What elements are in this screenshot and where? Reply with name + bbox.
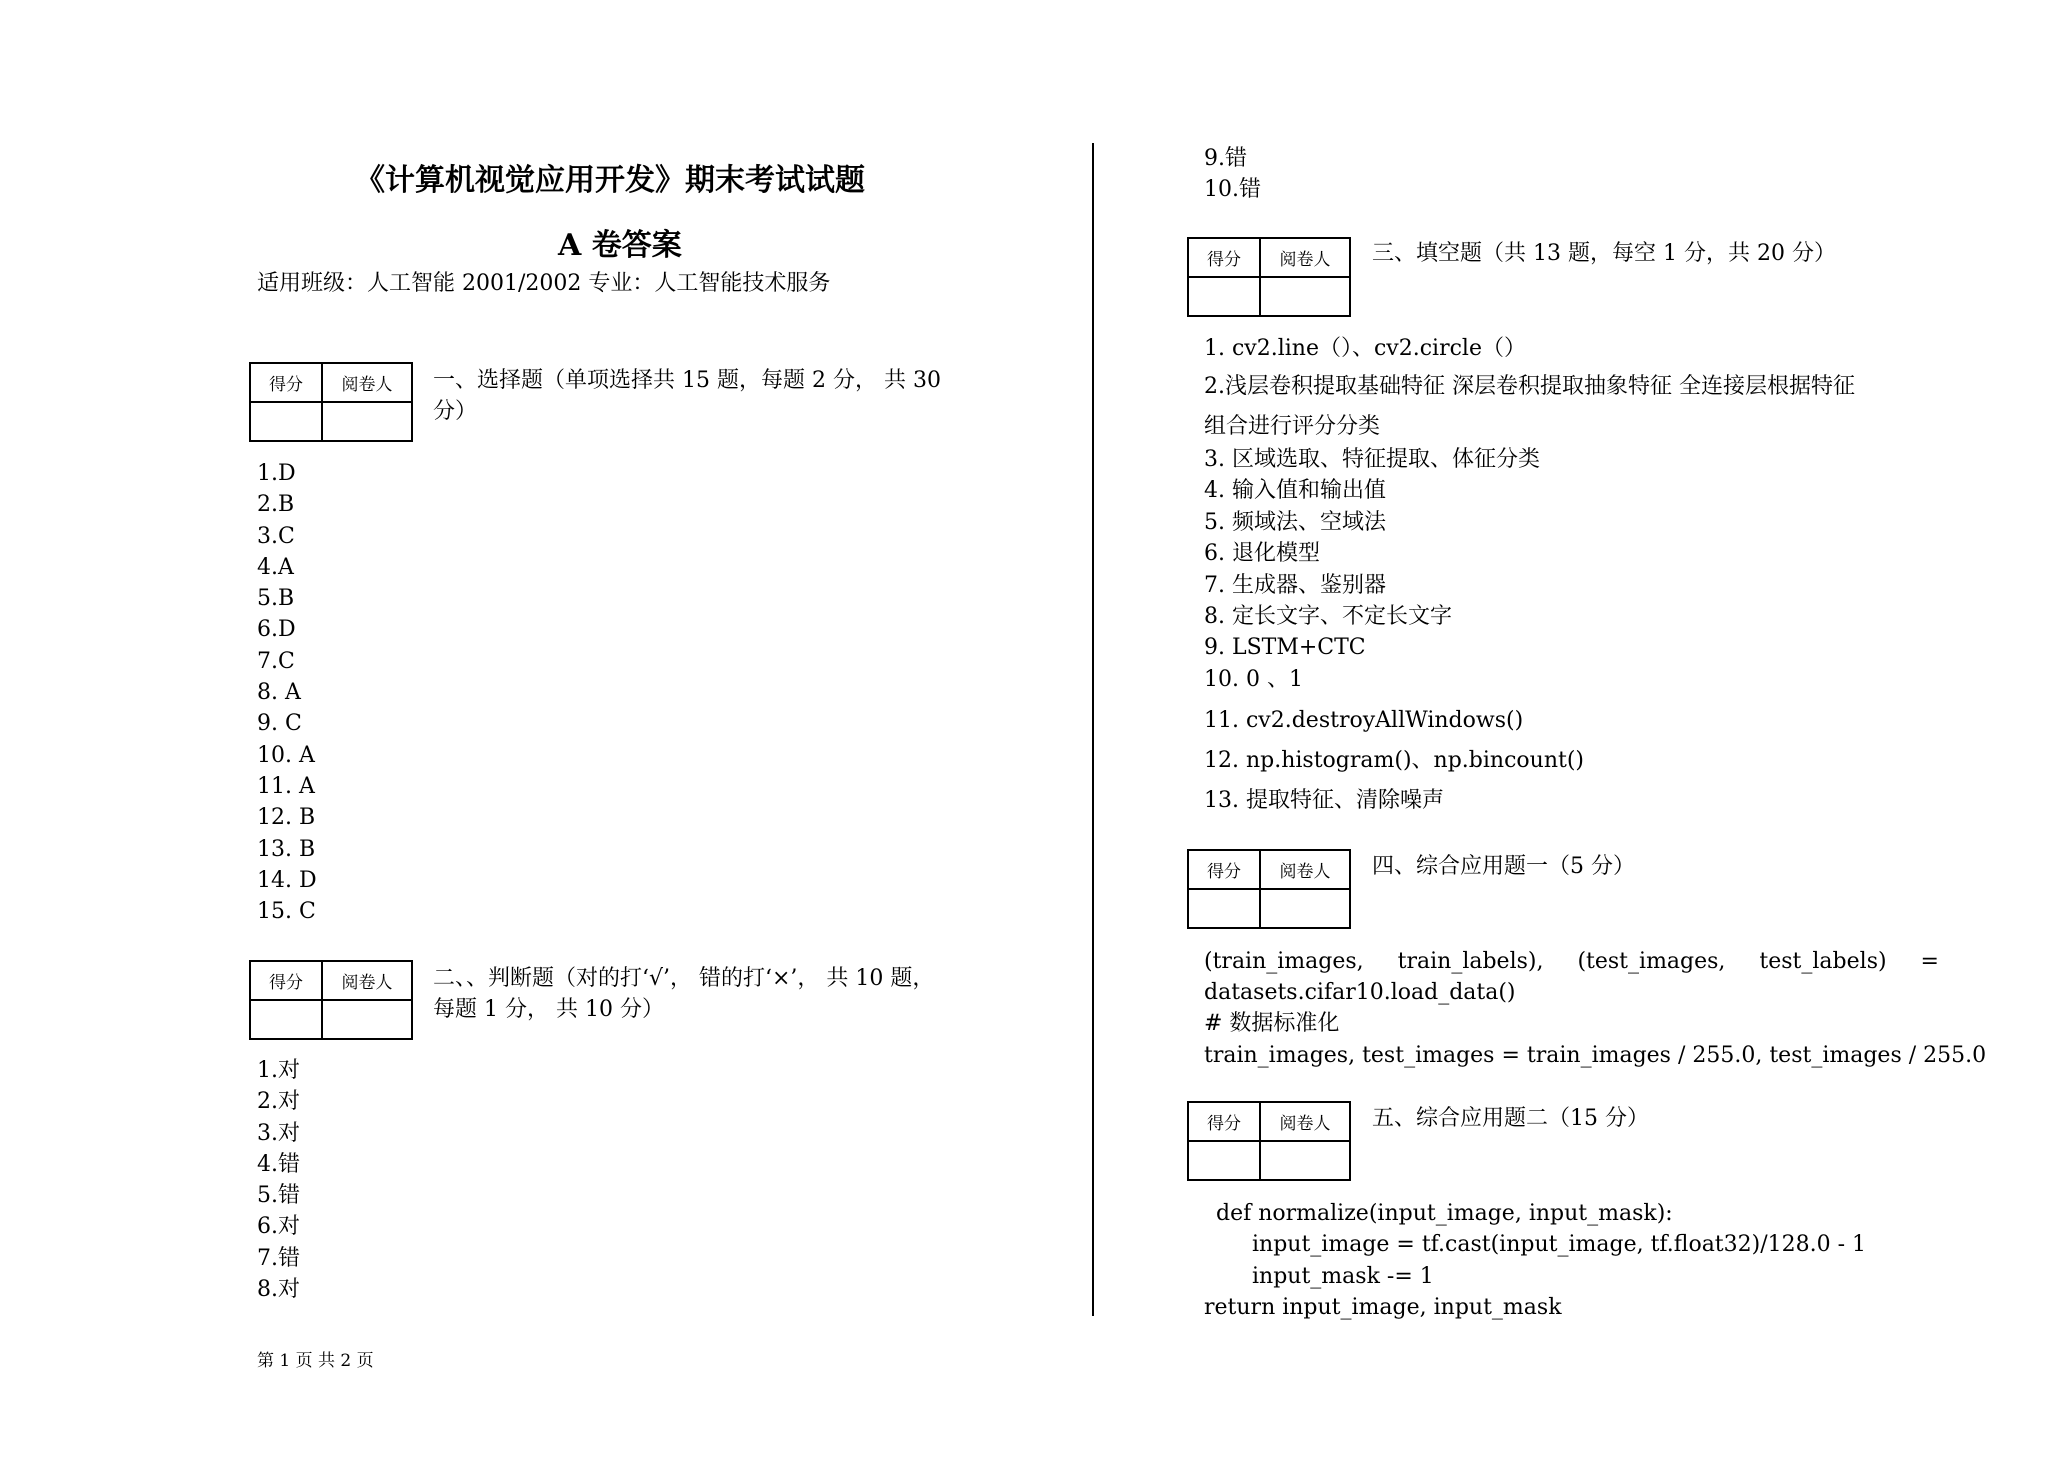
score-label: 得分 [1188, 238, 1260, 277]
answer-item: 7. 生成器、鉴别器 [1204, 572, 1386, 598]
section1-heading-line1: 一、选择题（单项选择共 15 题，每题 2 分， 共 30 [433, 368, 941, 393]
fill-answer-13: 13. 提取特征、清除噪声 [1204, 788, 1444, 813]
grader-cell [322, 402, 412, 441]
section2-heading [433, 963, 934, 1025]
code-token: (test_images, [1577, 949, 1726, 974]
grader-cell [1260, 1141, 1350, 1180]
section2-heading-line1: 二、、判断题（对的打‘√’， 错的打‘×’， 共 10 题， [433, 966, 935, 991]
answer-item: 8.对 [257, 1277, 300, 1303]
column-divider [1092, 143, 1094, 1316]
section4-code-line2: datasets.cifar10.load_data() [1204, 980, 1516, 1005]
fill-answer-1: 1. cv2.line（）、cv2.circle（） [1204, 336, 1526, 361]
section4-code-line3: # 数据标准化 [1204, 1011, 1340, 1036]
score-cell [250, 402, 322, 441]
section2-answers [257, 1055, 300, 1305]
page-title: 《计算机视觉应用开发》期末考试试题 [355, 163, 865, 198]
score-label: 得分 [1188, 850, 1260, 889]
answer-item: 2.对 [257, 1089, 300, 1115]
answer-item: 1.D [257, 461, 296, 486]
answer-item: 5.B [257, 586, 295, 612]
fill-answer-11: 11. cv2.destroyAllWindows() [1204, 708, 1524, 733]
answer-item: 3. 区域选取、特征提取、体征分类 [1204, 447, 1540, 472]
grader-label: 阅卷人 [1260, 850, 1350, 889]
score-table-5 [1187, 1101, 1351, 1181]
fill-answers-3-10 [1204, 444, 1540, 695]
answer-item: 8. 定长文字、不定长文字 [1204, 604, 1452, 630]
answer-item: 3.对 [257, 1120, 300, 1146]
section2-heading-line2: 每题 1 分， 共 10 分） [433, 997, 664, 1022]
section5-heading: 五、综合应用题二（15 分） [1372, 1106, 1649, 1131]
answer-item: 5. 频域法、空域法 [1204, 509, 1386, 535]
answer-item: 15. C [257, 899, 316, 925]
section4-code-line4: train_images, test_images = train_images / 255.0, test_images / 255.0 [1204, 1043, 1987, 1068]
grader-cell [1260, 277, 1350, 316]
answer-item: 7.C [257, 648, 295, 674]
fill-answer-2-line1: 2.浅层卷积提取基础特征 深层卷积提取抽象特征 全连接层根据特征 [1204, 374, 1855, 399]
score-table-1 [249, 362, 413, 442]
section1-heading-line2: 分） [433, 399, 478, 424]
section1-answers [257, 458, 317, 927]
score-table-2 [249, 960, 413, 1040]
answer-item: 14. D [257, 867, 317, 893]
code-token: (train_images, [1204, 949, 1364, 974]
answer-item: 11. A [257, 773, 315, 799]
section3-heading: 三、填空题（共 13 题，每空 1 分，共 20 分） [1372, 241, 1836, 266]
answer-item: 13. B [257, 836, 316, 862]
answer-item: 10. A [257, 742, 315, 768]
answer-item: 4. 输入值和输出值 [1204, 478, 1386, 504]
score-label: 得分 [250, 961, 322, 1000]
answer-item: 9. LSTM+CTC [1204, 635, 1366, 661]
grader-label: 阅卷人 [322, 961, 412, 1000]
grader-label: 阅卷人 [1260, 238, 1350, 277]
page-subtitle: A 卷答案 [558, 228, 682, 263]
section5-code-line2: input_image = tf.cast(input_image, tf.float32)/128.0 - 1 [1252, 1232, 1867, 1257]
answer-item: 6. 退化模型 [1204, 541, 1320, 567]
answer-item: 10.错 [1204, 177, 1261, 203]
code-token: test_labels) [1759, 949, 1887, 974]
score-cell [1188, 889, 1260, 928]
answer-item: 7.错 [257, 1245, 300, 1271]
score-cell [1188, 277, 1260, 316]
score-cell [1188, 1141, 1260, 1180]
class-info: 适用班级：人工智能 2001/2002 专业：人工智能技术服务 [257, 271, 831, 296]
answer-item: 9.错 [1204, 146, 1247, 171]
answer-item: 3.C [257, 523, 295, 549]
section1-heading [433, 365, 941, 427]
answer-item: 6.对 [257, 1214, 300, 1240]
fill-answer-2-line2: 组合进行评分分类 [1204, 414, 1381, 439]
grader-label: 阅卷人 [1260, 1102, 1350, 1141]
page-footer: 第 1 页 共 2 页 [257, 1351, 374, 1371]
score-table-4 [1187, 849, 1351, 929]
section5-code-line3: input_mask -= 1 [1252, 1264, 1434, 1289]
section5-code-line4: return input_image, input_mask [1204, 1295, 1562, 1320]
grader-cell [1260, 889, 1350, 928]
answer-item: 6.D [257, 617, 296, 643]
answer-item: 12. B [257, 805, 316, 831]
answer-item: 10. 0 、1 [1204, 666, 1303, 692]
answer-item: 8. A [257, 680, 301, 706]
answer-item: 1.对 [257, 1058, 300, 1083]
section2-answers-continued [1204, 143, 1261, 206]
section4-heading: 四、综合应用题一（5 分） [1372, 854, 1635, 879]
answer-item: 5.错 [257, 1183, 300, 1209]
answer-item: 4.A [257, 554, 294, 580]
score-cell [250, 1000, 322, 1039]
section5-code-line1: def normalize(input_image, input_mask): [1216, 1201, 1673, 1226]
grader-cell [322, 1000, 412, 1039]
code-token: train_labels), [1397, 949, 1544, 974]
score-label: 得分 [1188, 1102, 1260, 1141]
fill-answer-2 [1204, 371, 1939, 442]
score-label: 得分 [250, 363, 322, 402]
fill-answer-12: 12. np.histogram()、np.bincount() [1204, 748, 1584, 773]
answer-item: 2.B [257, 492, 295, 518]
score-table-3 [1187, 237, 1351, 317]
section4-code-line1 [1204, 946, 1939, 977]
answer-item: 4.错 [257, 1151, 300, 1177]
code-token: = [1920, 949, 1939, 974]
grader-label: 阅卷人 [322, 363, 412, 402]
answer-item: 9. C [257, 711, 302, 737]
